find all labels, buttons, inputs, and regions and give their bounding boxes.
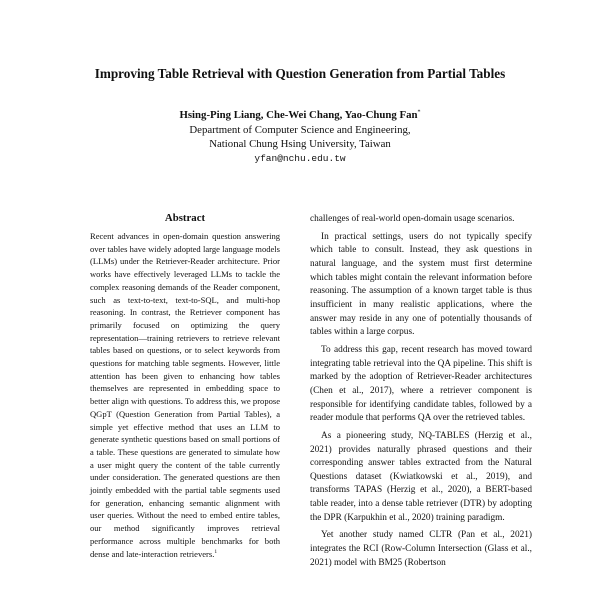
author-block [40, 108, 560, 166]
abstract-text: Recent advances in open-domain question answering over tables have widely adopted large language models (LLMs) under the Retriever-Reader architecture. Prior works have effectively leveraged LLMs to tackle the complex reasoning demands of the Reader component, such as text-to-text, text-to-SQL, and multi-hop reasoning. In contrast, the Retriever component has primarily focused on optimizing the query representation—training retrievers to retrieve relevant tables based on questions, or to select keywords from questions for matching table segments. However, little attention has been given to enhancing how tables themselves are represented in embedding space to better align with questions. To address this, we propose QGpT (Question Generation from Partial Tables), a simple yet effective method that uses an LLM to generate synthetic questions based on small portions of a table. These questions are generated to simulate how a user might query the content of the table currently under consideration. The generated questions are then jointly embedded with the partial table segments used for generation, enhancing semantic alignment with user queries. Without the need to embed entire tables, our method significantly improves retrieval performance across multiple benchmarks for both dense and late-interaction retrievers. [90, 231, 280, 559]
body-paragraph-4: As a pioneering study, NQ-TABLES (Herzig et al., 2021) provides naturally phrased questions and their corresponding answer tables extracted from the Natural Questions dataset (Kwiatkowski et al., 2019), and transforms TAPAS (Herzig et al., 2020), a BERT-based table reader, into a dense table retriever (DTR) by adopting the DPR (Karpukhin et al., 2020) training paradigm. [310, 430, 532, 523]
body-paragraph-1: challenges of real-world open-domain usage scenarios. [310, 214, 515, 224]
author-list: Hsing-Ping Liang, Che-Wei Chang, Yao-Chung Fan [179, 109, 418, 121]
footnote-marker[interactable]: 1 [214, 548, 218, 555]
body-paragraph-3: To address this gap, recent research has moved toward integrating table retrieval into the QA pipeline. This shift is marked by the adoption of Retriever-Reader architectures (Chen et al., 2017), where a retriever component is responsible for identifying candidate tables, followed by a reader module that performs QA over the retrieved tables. [310, 344, 532, 424]
body-paragraph-2: In practical settings, users do not typically specify which table to consult. Instead, they ask questions in natural language, and the system must first determine which tables might contain the relevant information before reasoning. The assumption of a known target table is thus insufficient in many realistic applications, where the answer may reside in any one of potentially thousands of tables within a large corpus. [310, 231, 532, 338]
body-paragraph-5: Yet another study named CLTR (Pan et al., 2021) integrates the RCI (Row-Column Intersection (Glass et al., 2021) model with BM25 (Robertson [310, 530, 532, 568]
author-email[interactable]: yfan@nchu.edu.tw [254, 152, 346, 164]
author-names [40, 108, 560, 123]
abstract-heading: Abstract [164, 212, 206, 224]
affiliation-line-1: Department of Computer Science and Engineering, [189, 123, 411, 136]
paper-title: Improving Table Retrieval with Question Generation from Partial Tables [94, 66, 506, 81]
abstract-paragraph [90, 230, 280, 560]
abstract-body [90, 230, 280, 560]
right-column-body [310, 213, 532, 574]
affiliation-line-2: National Chung Hsing University, Taiwan [209, 138, 391, 150]
corresponding-author-mark: * [417, 109, 421, 116]
